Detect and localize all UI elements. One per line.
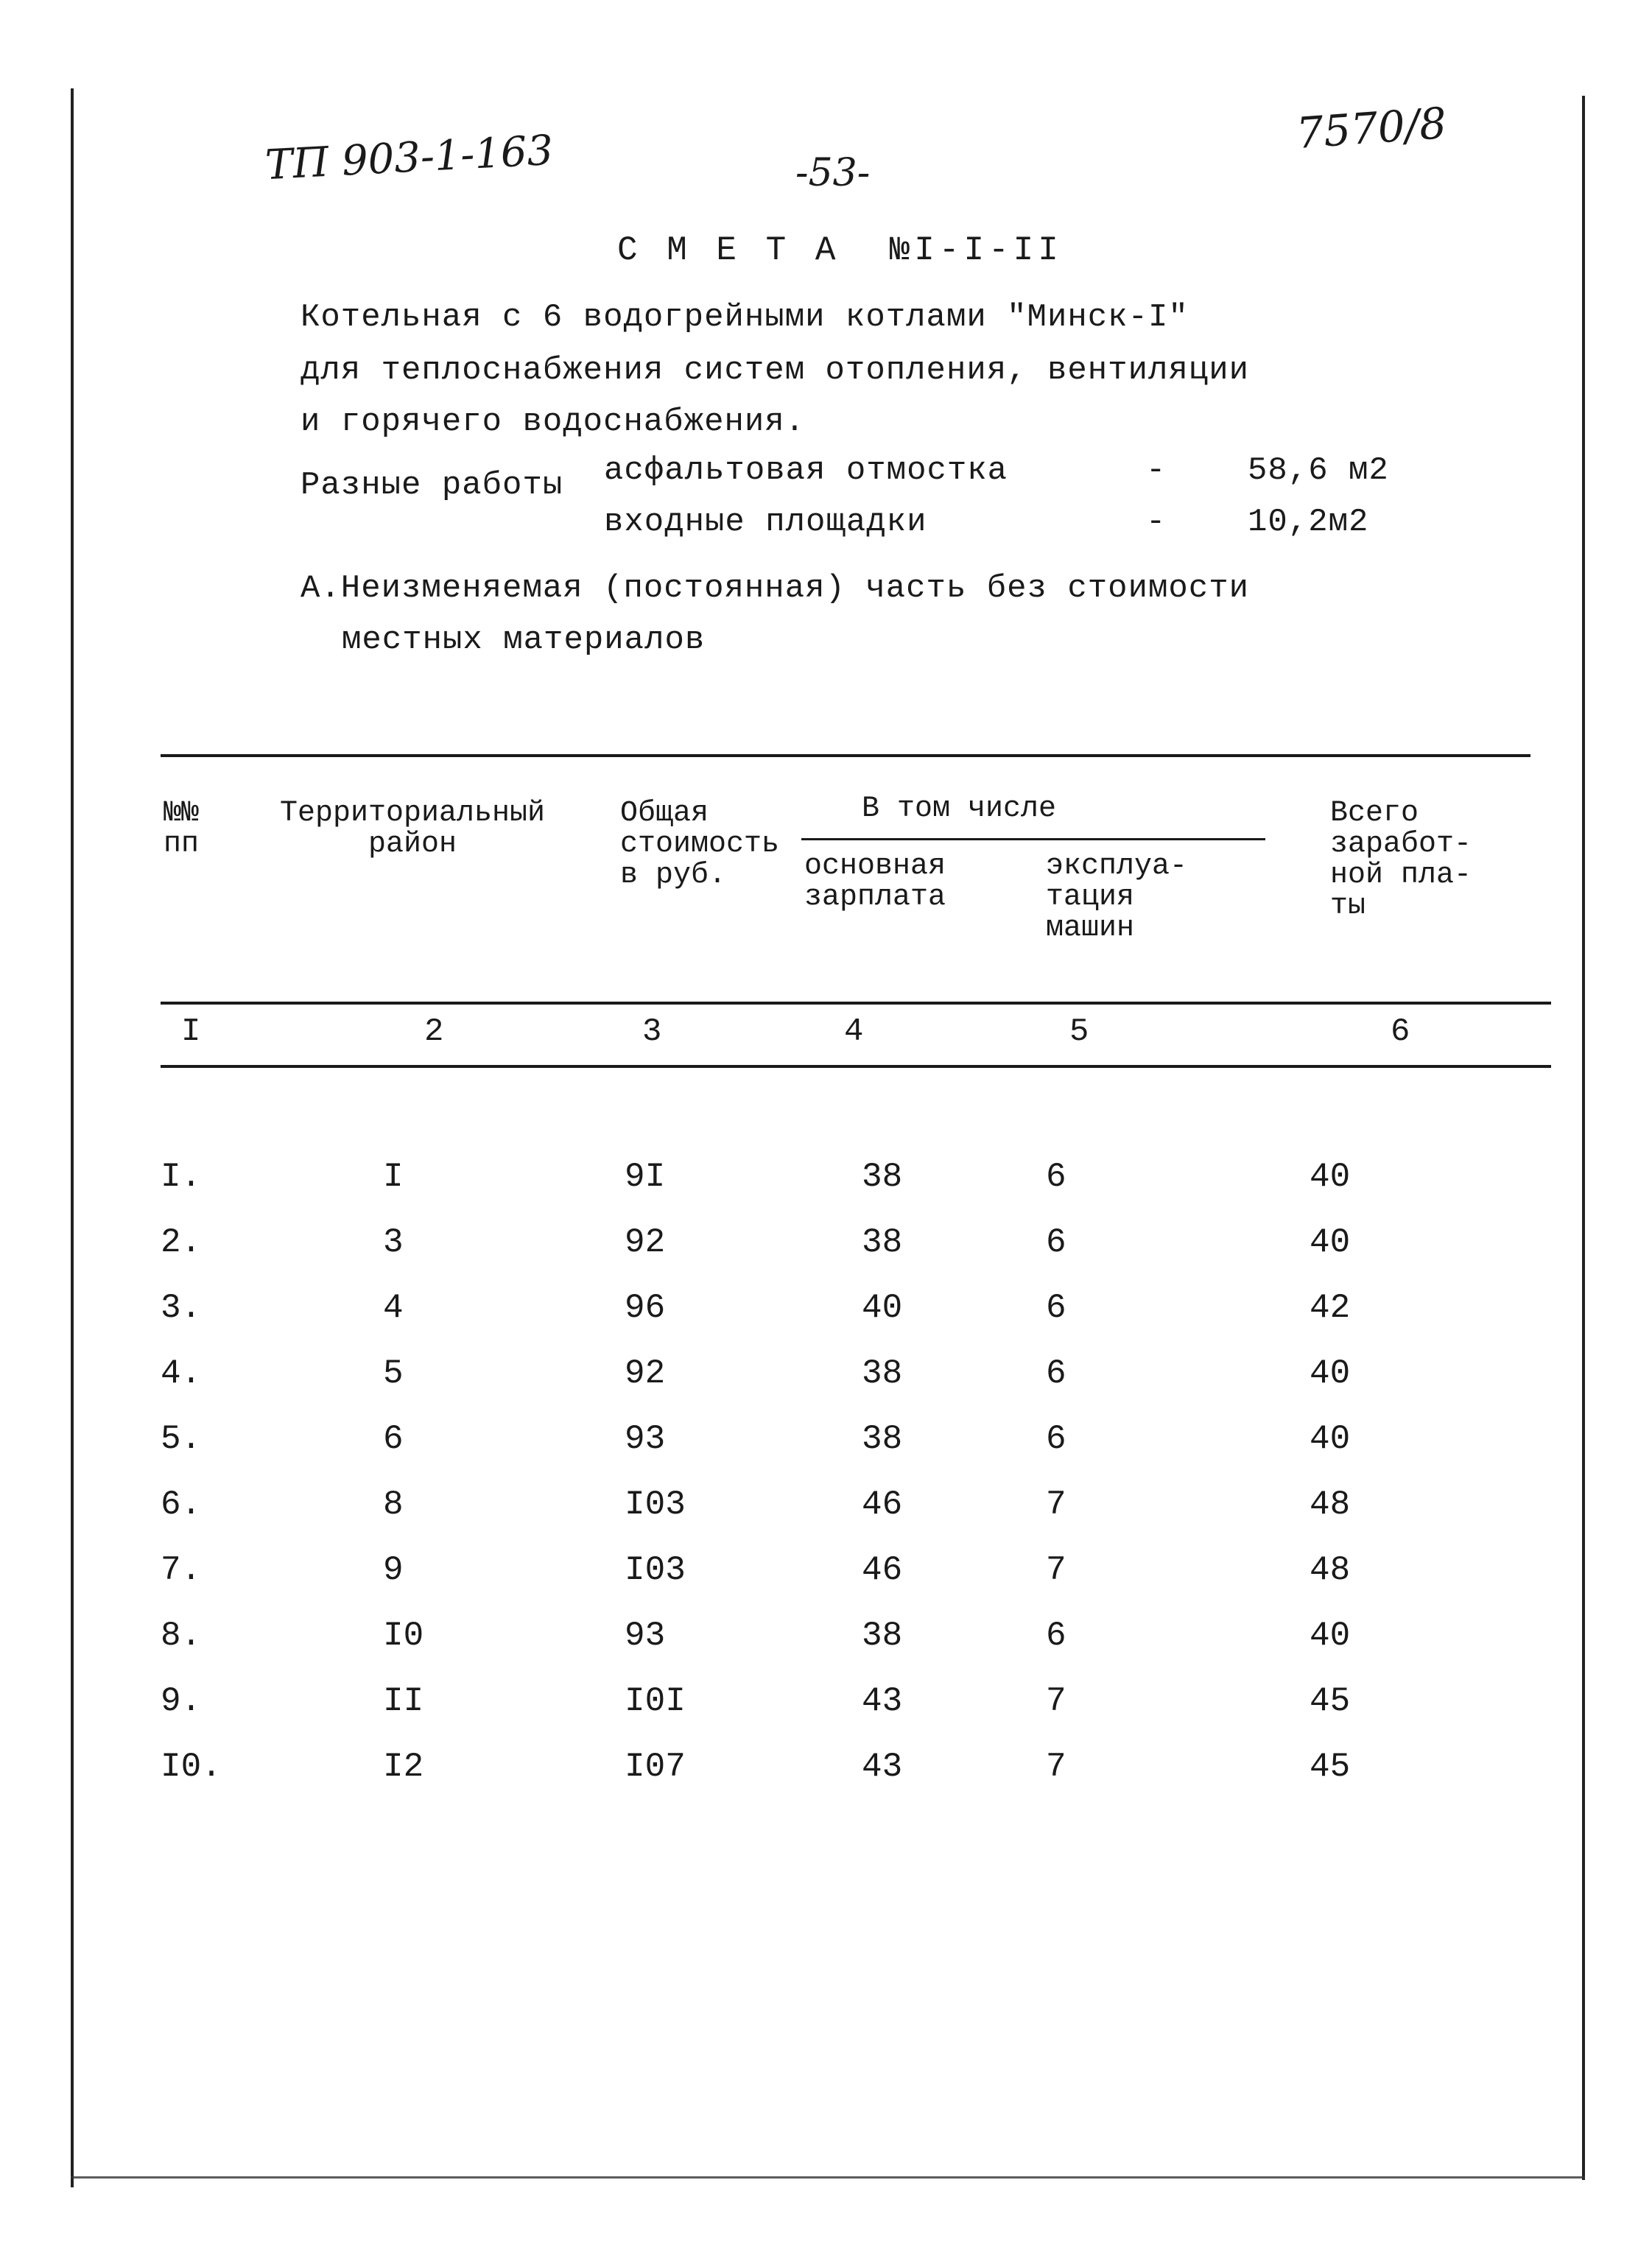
description-line-1: Котельная с 6 водогрейными котлами "Минск-I" [300, 299, 1189, 336]
row-region-cell: I2 [383, 1748, 424, 1786]
header-salary: основная зарплата [804, 850, 946, 914]
row-num-cell: 8. [161, 1617, 202, 1655]
row-total-cell: 93 [625, 1420, 666, 1458]
row-salary-cell: 38 [862, 1158, 903, 1196]
col-number-4: 4 [844, 1013, 865, 1050]
row-machines-cell: 7 [1046, 1748, 1066, 1786]
row-machines-cell: 6 [1046, 1617, 1066, 1655]
row-all-salary-cell: 40 [1310, 1420, 1351, 1458]
row-all-salary-cell: 45 [1310, 1682, 1351, 1720]
row-salary-cell: 43 [862, 1748, 903, 1786]
row-all-salary-cell: 48 [1310, 1551, 1351, 1589]
row-num-cell: 9. [161, 1682, 202, 1720]
work-item-2-dash: - [1146, 504, 1167, 541]
row-machines-cell: 7 [1046, 1551, 1066, 1589]
header-all-salary: Всего заработ- ной пла- ты [1330, 797, 1472, 923]
row-all-salary-cell: 40 [1310, 1617, 1351, 1655]
section-heading-2: местных материалов [342, 622, 706, 658]
row-num-cell: 5. [161, 1420, 202, 1458]
doc-code: ТП 903-1-163 [264, 126, 555, 190]
work-item-2-name: входные площадки [604, 504, 927, 541]
row-all-salary-cell: 45 [1310, 1748, 1351, 1786]
sheet-code: 7570/8 [1294, 97, 1449, 159]
row-total-cell: 96 [625, 1289, 666, 1327]
row-salary-cell: 46 [862, 1485, 903, 1524]
row-machines-cell: 7 [1046, 1682, 1066, 1720]
row-total-cell: 93 [625, 1617, 666, 1655]
row-num-cell: 3. [161, 1289, 202, 1327]
row-num-cell: 6. [161, 1485, 202, 1524]
row-num-cell: 7. [161, 1551, 202, 1589]
frame-left-border [71, 88, 74, 2187]
row-total-cell: 9I [625, 1158, 666, 1196]
row-all-salary-cell: 40 [1310, 1223, 1351, 1262]
row-all-salary-cell: 48 [1310, 1485, 1351, 1524]
row-region-cell: 6 [383, 1420, 404, 1458]
header-machines: эксплуа- тация машин [1046, 850, 1188, 945]
row-num-cell: 2. [161, 1223, 202, 1262]
row-salary-cell: 46 [862, 1551, 903, 1589]
col-numbers-bottom-rule [161, 1065, 1551, 1068]
description-line-2: для теплоснабжения систем отопления, вентиляции [300, 352, 1250, 389]
row-total-cell: 92 [625, 1354, 666, 1393]
row-total-cell: I03 [625, 1551, 686, 1589]
header-region: Территориальный район [280, 797, 546, 861]
row-machines-cell: 6 [1046, 1158, 1066, 1196]
row-region-cell: 9 [383, 1551, 404, 1589]
col-number-3: 3 [642, 1013, 663, 1050]
row-num-cell: I0. [161, 1748, 222, 1786]
row-region-cell: 5 [383, 1354, 404, 1393]
row-all-salary-cell: 40 [1310, 1354, 1351, 1393]
row-region-cell: I [383, 1158, 404, 1196]
description-line-3: и горячего водоснабжения. [300, 404, 806, 440]
row-total-cell: 92 [625, 1223, 666, 1262]
work-item-2-value: 10,2м2 [1248, 504, 1369, 541]
row-salary-cell: 38 [862, 1354, 903, 1393]
row-salary-cell: 38 [862, 1617, 903, 1655]
row-total-cell: I0I [625, 1682, 686, 1720]
row-total-cell: I07 [625, 1748, 686, 1786]
header-total: Общая стоимость в руб. [620, 797, 780, 892]
page-title: С М Е Т А №I-I-II [617, 231, 1063, 270]
row-all-salary-cell: 42 [1310, 1289, 1351, 1327]
group-header-rule [801, 838, 1265, 840]
row-salary-cell: 40 [862, 1289, 903, 1327]
row-all-salary-cell: 40 [1310, 1158, 1351, 1196]
col-number-1: I [181, 1013, 202, 1050]
row-machines-cell: 6 [1046, 1354, 1066, 1393]
row-region-cell: 3 [383, 1223, 404, 1262]
col-number-2: 2 [424, 1013, 445, 1050]
table-top-rule [161, 754, 1530, 757]
header-group: В том числе [862, 792, 1057, 826]
row-num-cell: I. [161, 1158, 202, 1196]
row-num-cell: 4. [161, 1354, 202, 1393]
work-item-1-value: 58,6 м2 [1248, 452, 1389, 489]
col-number-5: 5 [1069, 1013, 1090, 1050]
row-region-cell: 4 [383, 1289, 404, 1327]
row-salary-cell: 38 [862, 1223, 903, 1262]
frame-right-border [1582, 96, 1585, 2180]
row-salary-cell: 43 [862, 1682, 903, 1720]
row-machines-cell: 6 [1046, 1223, 1066, 1262]
work-item-1-name: асфальтовая отмостка [604, 452, 1008, 489]
row-salary-cell: 38 [862, 1420, 903, 1458]
col-number-6: 6 [1391, 1013, 1411, 1050]
header-bottom-rule [161, 1002, 1551, 1005]
work-item-1-dash: - [1146, 452, 1167, 489]
row-machines-cell: 6 [1046, 1420, 1066, 1458]
row-total-cell: I03 [625, 1485, 686, 1524]
section-heading-1: А.Неизменяемая (постоянная) часть без стоимости [300, 570, 1250, 607]
page-number: -53- [795, 151, 871, 195]
works-label: Разные работы [300, 467, 563, 504]
header-num: №№ пп [164, 797, 200, 861]
row-machines-cell: 7 [1046, 1485, 1066, 1524]
frame-bottom-border [71, 2176, 1585, 2179]
row-machines-cell: 6 [1046, 1289, 1066, 1327]
row-region-cell: I0 [383, 1617, 424, 1655]
row-region-cell: 8 [383, 1485, 404, 1524]
row-region-cell: II [383, 1682, 424, 1720]
